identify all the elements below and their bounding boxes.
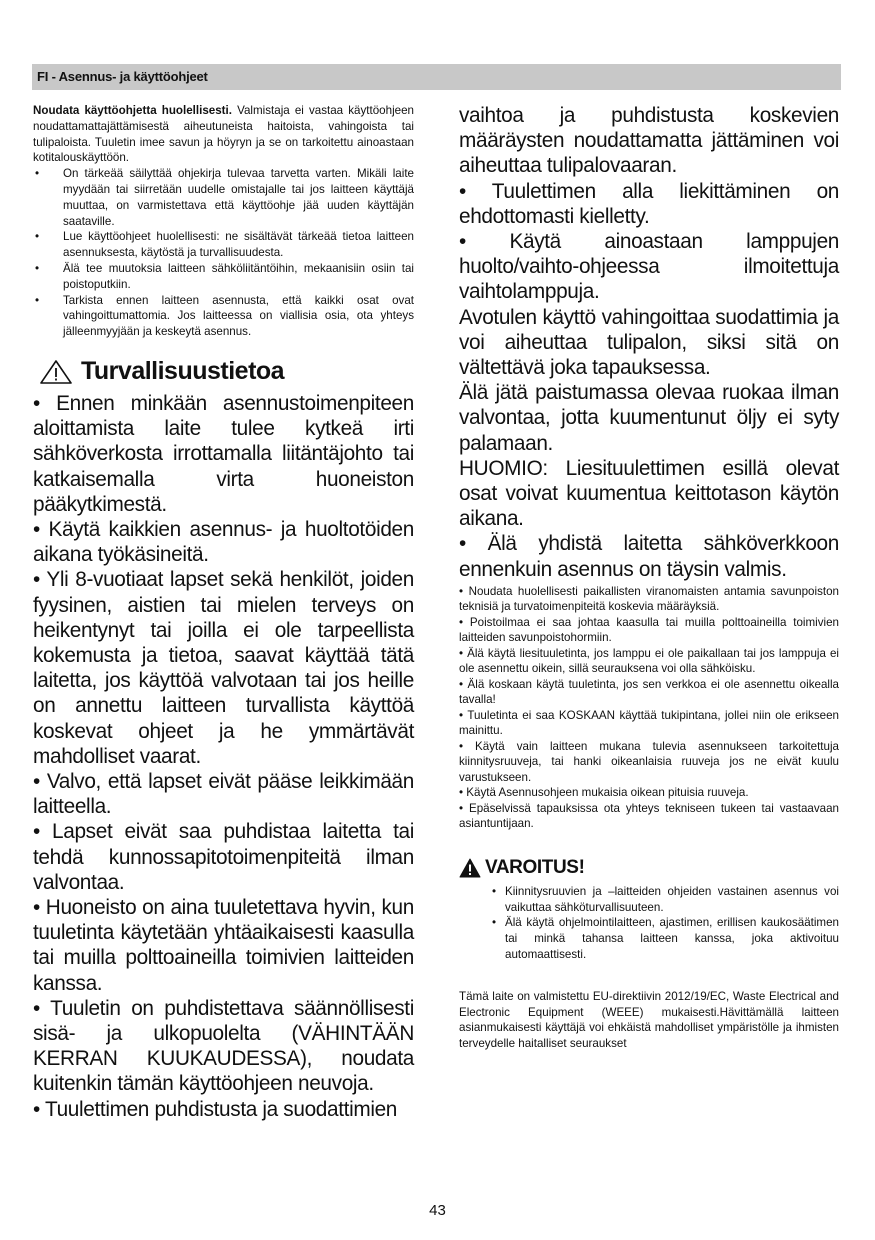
safety-paragraph: Avotulen käyttö vahingoittaa suodattimia ja voi aiheuttaa tulipalon, siksi sitä on vältettävä joka tapauksessa. [459,305,839,380]
intro-bullet-list [33,166,414,340]
warning-triangle-filled-icon [459,858,481,878]
list-item: • Älä käytä ohjelmointilaitteen, ajastimen, erillisen kaukosäätimen tai minkä tahansa laitteen kanssa, joka aktivoituu automaattisesti. [492,916,839,962]
right-column [459,103,839,1052]
safety-paragraph: • Tuuletin on puhdistettava säännöllisesti sisä- ja ulkopuolelta (VÄHINTÄÄN KERRAN KUUKAUDESSA), noudata kuitenkin tämän käyttöohjeen neuvoja. [33,996,414,1096]
safety-paragraph: • Tuulettimen puhdistusta ja suodattimien [33,1097,398,1121]
warning-title: VAROITUS! [485,856,585,878]
safety-paragraph: • Yli 8-vuotiaat lapset sekä henkilöt, joiden fyysinen, aistien tai mielen terveys on heikentynyt tai joilla ei ole tarpeellista kokemusta ja tietoa, saavat käyttää tätä laitetta, jos käyttöä valvotaan tai jos heille on annettu laitteen turvallista käyttöä koskevat ohjeet ja he ymmärtävät mahdolliset vaarat. [33,568,414,768]
safety-paragraph: • Valvo, että lapset eivät pääse leikkimään laitteella. [33,770,414,819]
safety-note: • Älä käytä liesituuletinta, jos lamppu ei ole paikallaan tai jos lamppuja ei ole asennettu oikein, sillä seurauksena voi olla sähköisku. [459,646,839,676]
safety-paragraph: vaihtoa ja puhdistusta koskevien määräysten noudattamatta jättäminen voi aiheuttaa tulipalovaaran. [459,104,839,178]
list-item: • Kiinnitysruuvien ja –laitteiden ohjeiden vastainen asennus voi vaikuttaa sähköturvallisuuteen. [492,884,839,914]
safety-heading [33,358,414,386]
safety-paragraph: HUOMIO: Liesituulettimen esillä olevat osat voivat kuumentua keittotason käytön aikana. [459,456,839,531]
safety-note: • Tuuletinta ei saa KOSKAAN käyttää tukipintana, jollei niin ole erikseen mainittu. [459,708,839,738]
safety-note: • Käytä Asennusohjeen mukaisia oikean pituisia ruuveja. [459,786,749,800]
list-item: • Älä tee muutoksia laitteen sähköliitäntöihin, mekaanisiin osiin tai poistoputkiin. [35,261,414,291]
section-header-bar [32,64,841,90]
warning-list [459,884,839,963]
safety-note: • Käytä vain laitteen mukana tulevia asennukseen tarkoitettuja kiinnitysruuveja, tai hanki oikeanlaisia ruuveja jos ne eivät kuulu varustukseen. [459,739,839,784]
safety-note: • Poistoilmaa ei saa johtaa kaasulla tai muilla polttoaineilla toimivien laitteiden savunpoistohormiin. [459,615,839,645]
safety-paragraph: • Huoneisto on aina tuuletettava hyvin, kun tuuletinta käytetään yhtäaikaisesti kaasulla tai muilla polttoaineilla toimivien laitteiden kanssa. [33,896,414,995]
safety-paragraph: Älä jätä paistumassa olevaa ruokaa ilman valvontaa, jotta kuumentunut öljy ei syty palamaan. [459,381,839,455]
list-item: • Lue käyttöohjeet huolellisesti: ne sisältävät tärkeää tietoa laitteen asennuksesta, käytöstä ja turvallisuudesta. [35,230,414,260]
list-item: • Tarkista ennen laitteen asennusta, että kaikki osat ovat vahingoittumattomia. Jos laitteessa on viallisia osia, ota yhteys jälleenmyyjään ja keskeytä asennus. [35,293,414,339]
safety-paragraph: • Ennen minkään asennustoimenpiteen aloittamista laite tulee kytkeä irti sähköverkosta irrottamalla liitäntäjohto tai katkaisemalla virta huoneiston pääkytkimestä. [33,391,414,516]
safety-paragraph: • Käytä ainoastaan lamppujen huolto/vaihto-ohjeessa ilmoitettuja vaihtolamppuja. [459,230,839,304]
intro-lead: Noudata käyttöohjetta huolellisesti. [33,104,232,117]
page-number: 43 [429,1202,446,1219]
warning-triangle-outline-icon [39,359,73,385]
intro-paragraph [33,103,414,166]
safety-title: Turvallisuustietoa [81,357,285,386]
safety-note: • Noudata huolellisesti paikallisten viranomaisten antamia savunpoiston teknisiä ja turvatoimenpiteitä koskevia määräyksiä. [459,584,839,614]
safety-paragraph: • Tuulettimen alla liekittäminen on ehdottomasti kielletty. [459,179,839,228]
weee-paragraph: Tämä laite on valmistettu EU-direktiivin 2012/19/EC, Waste Electrical and Electronic Equipment (WEEE) mukaisesti.Hävittämällä laitteen asianmukaisesti käyttäjä voi ehkäistä mahdolliset ympäristölle ja ihmisten terveydelle haitalliset seuraukset [459,989,839,1051]
safety-paragraph: • Lapset eivät saa puhdistaa laitetta tai tehdä kunnossapitotoimenpiteitä ilman valvontaa. [33,820,414,894]
safety-paragraph: • Käytä kaikkien asennus- ja huoltotöiden aikana työkäsineitä. [33,517,414,567]
safety-note: • Epäselvissä tapauksissa ota yhteys tekniseen tukeen tai vastaavaan asiantuntijaan. [459,801,839,831]
intro-text: Valmistaja ei vastaa käyttöohjeen noudattamattajättämisestä aiheutuneista haitoista, vahingoista tai tulipaloista. Tuuletin imee savun ja höyryn ja se on tarkoitettu ainoastaan kotitalouskäyttöön. [33,104,414,165]
left-column [33,103,414,1122]
warning-heading [459,856,839,880]
list-item: • On tärkeää säilyttää ohjekirja tulevaa tarvetta varten. Mikäli laite myydään tai siirretään uudelle omistajalle tai jos laitteen käyttäjä muuttaa, on varmistettava että käyttöohje jää uuden käyttäjän saataville. [35,167,414,228]
safety-note: • Älä koskaan käytä tuuletinta, jos sen verkkoa ei ole asennettu oikealla tavalla! [459,677,839,707]
safety-paragraph: • Älä yhdistä laitetta sähköverkkoon ennenkuin asennus on täysin valmis. [459,532,839,581]
section-header-title: FI - Asennus- ja käyttöohjeet [37,69,208,84]
